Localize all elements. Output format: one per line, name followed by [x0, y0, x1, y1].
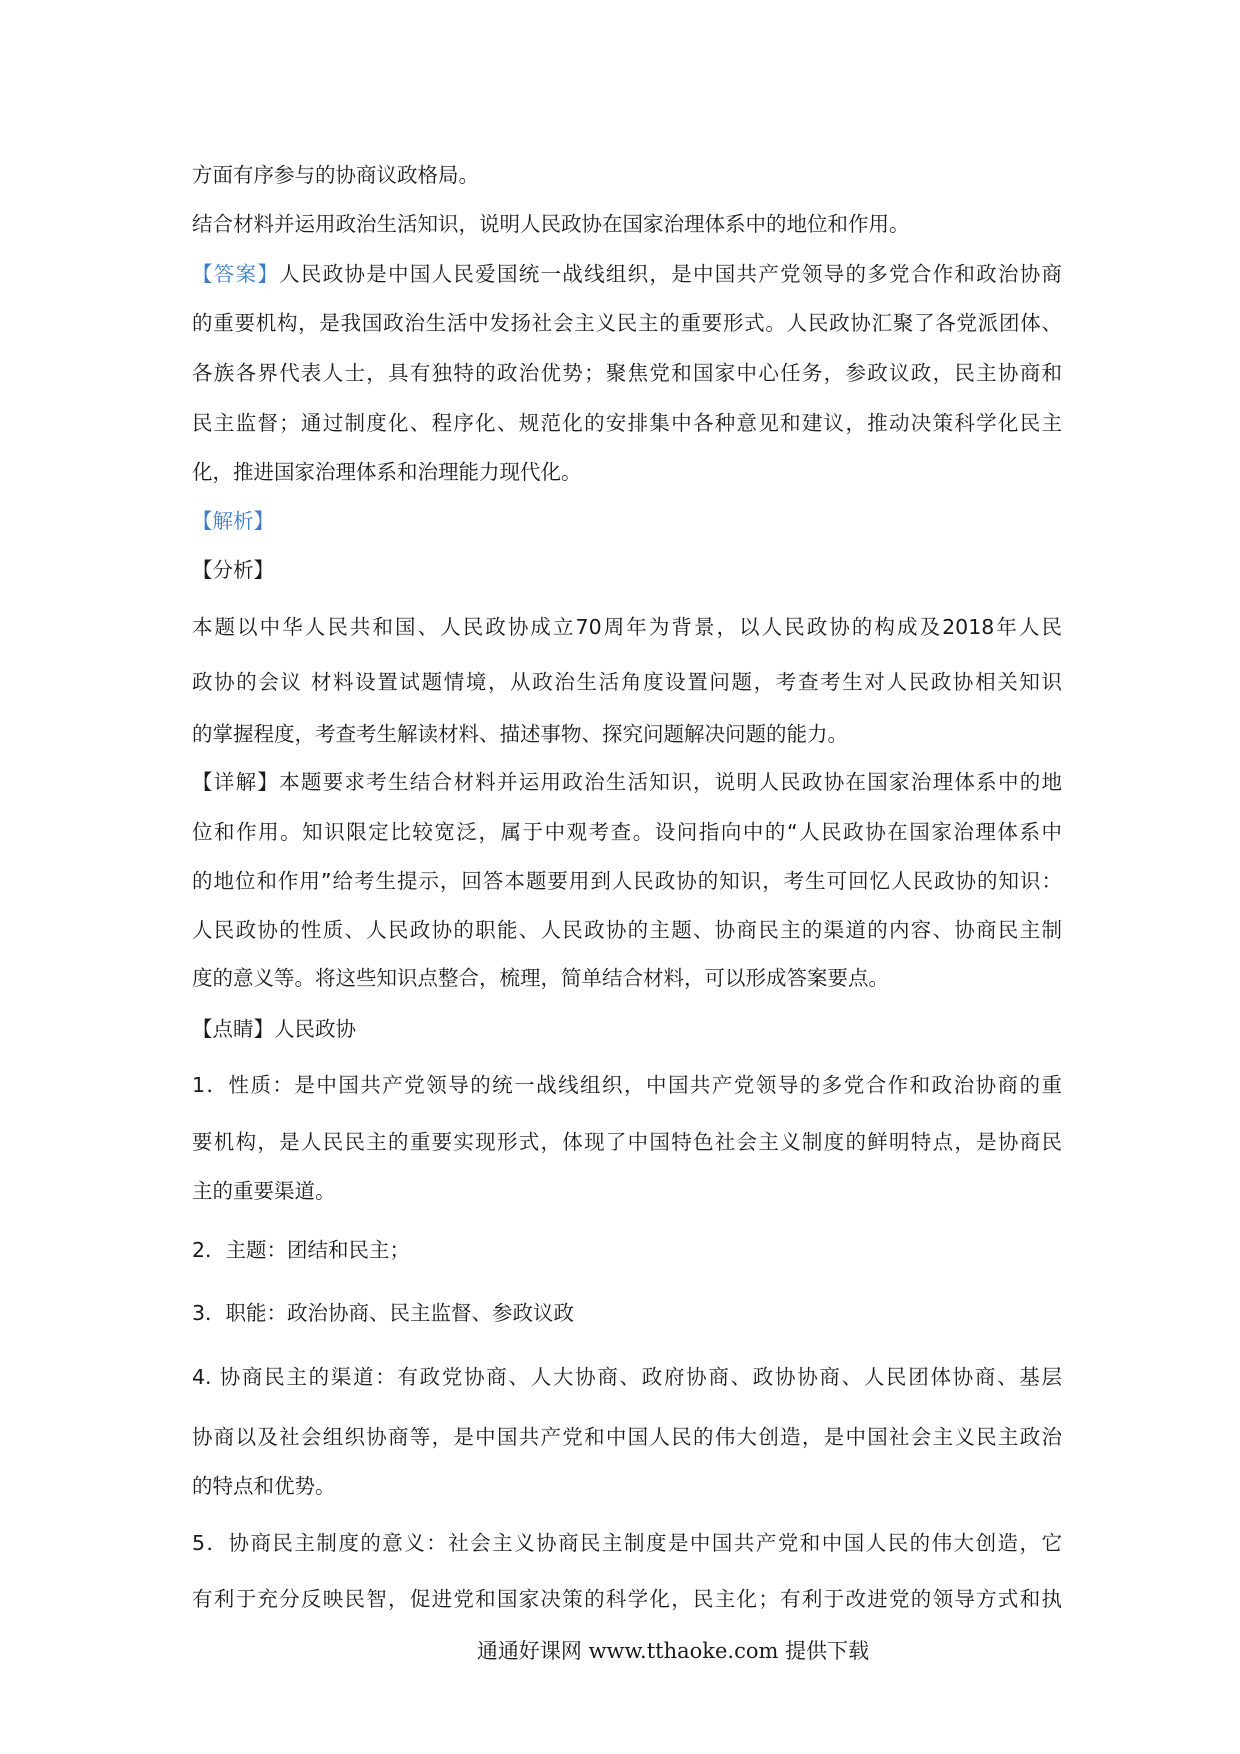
detail-line [192, 767, 1062, 797]
answer-line: 化，推进国家治理体系和治理能力现代化。 [192, 460, 582, 484]
point-4-line: 4. 协商民主的渠道：有政党协商、人大协商、政府协商、政协协商、人民团体协商、基层 [192, 1365, 1062, 1389]
material-continuation-line: 方面有序参与的协商议政格局。 [192, 163, 479, 187]
point-5-line: 有利于充分反映民智，促进党和国家决策的科学化，民主化；有利于改进党的领导方式和执 [192, 1587, 1062, 1611]
point-2-line: 2．主题：团结和民主； [192, 1238, 411, 1262]
answer-text: 人民政协是中国人民爱国统一战线组织，是中国共产党领导的多党合作和政治协商 [279, 262, 1063, 286]
analysis-label: 【分析】 [192, 558, 274, 582]
answer-line [192, 259, 1062, 289]
point-5-line: 5．协商民主制度的意义：社会主义协商民主制度是中国共产党和中国人民的伟大创造，它 [192, 1531, 1062, 1555]
analysis-line: 的掌握程度，考查考生解读材料、描述事物、探究问题解决问题的能力。 [192, 722, 848, 746]
analysis-line: 本题以中华人民共和国、人民政协成立70周年为背景，以人民政协的构成及2018年人民 [192, 615, 1062, 639]
point-1-line: 要机构，是人民民主的重要实现形式，体现了中国特色社会主义制度的鲜明特点，是协商民 [192, 1130, 1062, 1154]
detail-line: 的地位和作用”给考生提示，回答本题要用到人民政协的知识，考生可回忆人民政协的知识： [192, 869, 1062, 893]
detail-line: 人民政协的性质、人民政协的职能、人民政协的主题、协商民主的渠道的内容、协商民主制 [192, 918, 1062, 942]
answer-label: 【答案】 [192, 262, 280, 286]
detail-line: 度的意义等。将这些知识点整合，梳理，简单结合材料，可以形成答案要点。 [192, 966, 889, 990]
answer-line: 各族各界代表人士，具有独特的政治优势；聚焦党和国家中心任务，参政议政，民主协商和 [192, 361, 1062, 385]
point-3-line: 3．职能：政治协商、民主监督、参政议政 [192, 1301, 575, 1325]
highlight-title: 人民政协 [274, 1017, 356, 1041]
answer-line: 民主监督；通过制度化、程序化、规范化的安排集中各种意见和建议，推动决策科学化民主 [192, 411, 1062, 435]
page-footer: 通通好课网 www.tthaoke.com 提供下载 [476, 1639, 870, 1663]
detail-label: 【详解】 [192, 770, 280, 794]
analysis-line: 政协的会议 材料设置试题情境，从政治生活角度设置问题，考查考生对人民政协相关知识 [192, 670, 1062, 694]
detail-line: 位和作用。知识限定比较宽泛，属于中观考查。设问指向中的“人民政协在国家治理体系中 [192, 820, 1062, 844]
point-4-line: 协商以及社会组织协商等，是中国共产党和中国人民的伟大创造，是中国社会主义民主政治 [192, 1425, 1062, 1449]
question-text: 结合材料并运用政治生活知识，说明人民政协在国家治理体系中的地位和作用。 [192, 212, 910, 236]
highlight-label: 【点睛】 [192, 1017, 274, 1041]
highlight-line [192, 1014, 1062, 1044]
point-1-line: 主的重要渠道。 [192, 1179, 336, 1203]
detail-text: 本题要求考生结合材料并运用政治生活知识，说明人民政协在国家治理体系中的地 [279, 770, 1063, 794]
point-1-line: 1．性质：是中国共产党领导的统一战线组织，中国共产党领导的多党合作和政治协商的重 [192, 1073, 1062, 1097]
point-4-line: 的特点和优势。 [192, 1474, 336, 1498]
explanation-label: 【解析】 [192, 509, 274, 533]
answer-line: 的重要机构，是我国政治生活中发扬社会主义民主的重要形式。人民政协汇聚了各党派团体、 [192, 311, 1062, 335]
